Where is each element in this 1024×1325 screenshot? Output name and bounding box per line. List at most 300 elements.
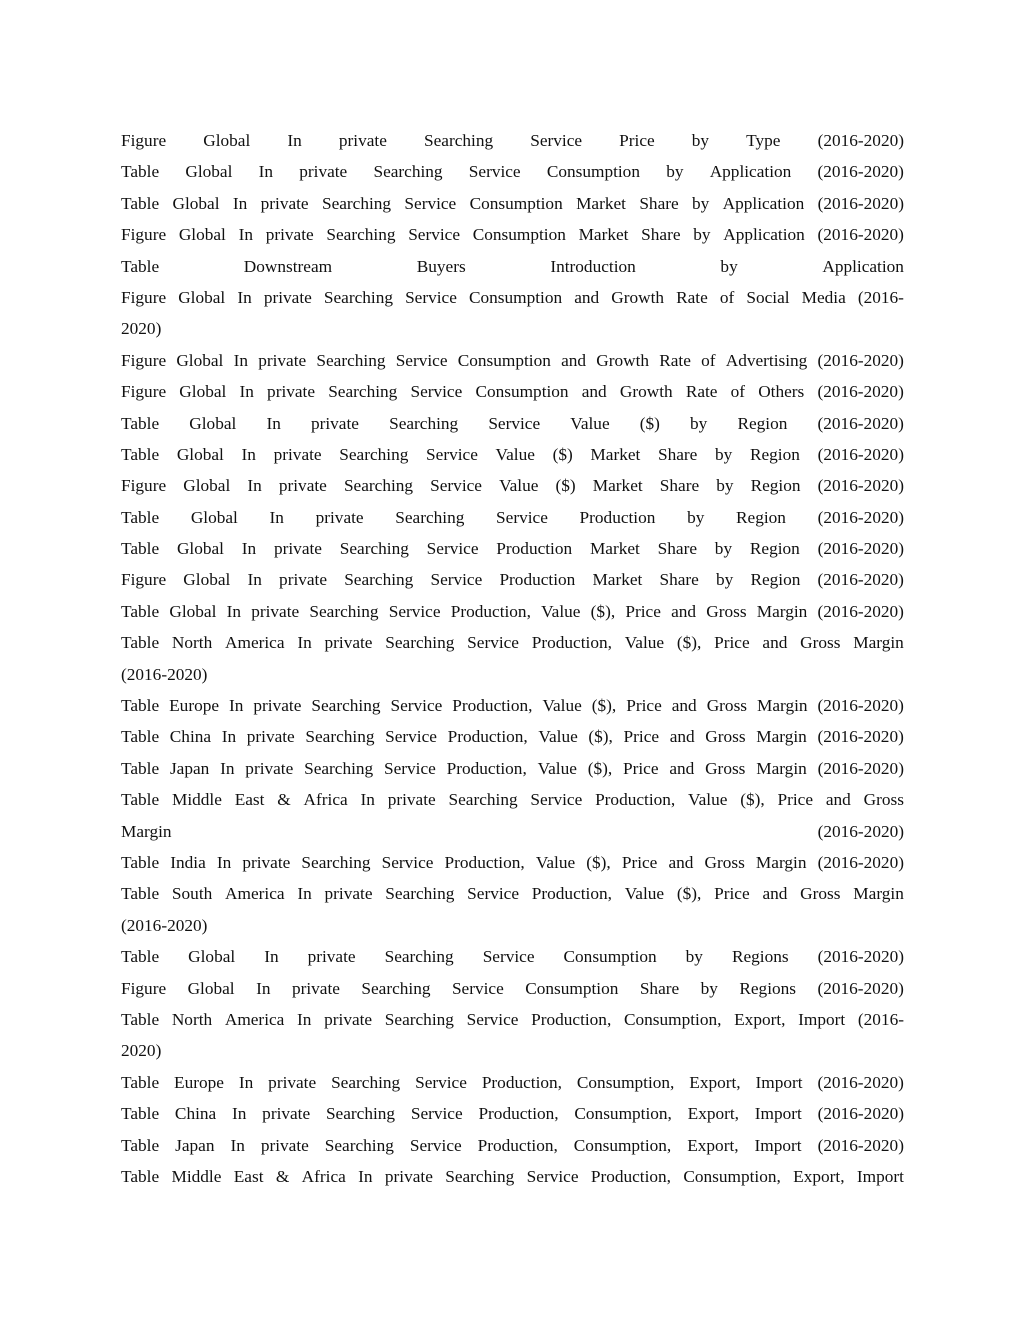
word: private <box>260 193 309 213</box>
word: Value <box>570 413 610 433</box>
word: Searching <box>344 570 414 590</box>
word: Japan <box>169 758 210 778</box>
word: (2016-2020) <box>817 758 904 778</box>
word: private <box>273 539 322 559</box>
word: In <box>358 1166 373 1186</box>
word: ($), <box>588 727 613 747</box>
word: and <box>671 696 697 716</box>
word: Advertising <box>725 350 808 370</box>
word: Table <box>121 852 160 872</box>
text-line: (2016-2020) <box>121 664 208 684</box>
word: (2016- <box>857 287 904 307</box>
word: Gross <box>800 884 841 904</box>
word: Africa <box>303 790 348 810</box>
word: by <box>716 476 734 496</box>
word: In <box>216 852 232 872</box>
text-line <box>121 1098 904 1129</box>
word: In <box>220 758 235 778</box>
word: Price <box>623 758 659 778</box>
word: Region <box>736 507 786 527</box>
word: Margin <box>121 821 172 841</box>
word: Service <box>410 1104 463 1124</box>
word: Gross <box>800 633 841 653</box>
word: Production, <box>595 790 676 810</box>
word: Gross <box>705 758 746 778</box>
word: Table <box>121 444 160 464</box>
word: Europe <box>174 1072 224 1092</box>
word: Production, <box>531 884 612 904</box>
word: (2016-2020) <box>817 193 904 213</box>
word: Share <box>641 225 681 245</box>
word: Searching <box>343 476 414 496</box>
word: Value <box>624 633 665 653</box>
word: America <box>225 633 285 653</box>
word: Middle <box>171 790 222 810</box>
word: Share <box>659 570 699 590</box>
word: Application <box>723 225 805 245</box>
document-page <box>121 125 904 1192</box>
word: Social <box>746 287 790 307</box>
word: Table <box>121 633 160 653</box>
word: Region <box>750 570 801 590</box>
word: Market <box>592 570 643 590</box>
word: by <box>720 256 738 276</box>
word: China <box>169 727 212 747</box>
word: (2016-2020) <box>817 131 904 150</box>
text-line: 2020) <box>121 319 162 339</box>
word: ($) <box>639 413 660 433</box>
word: ($) <box>552 444 573 464</box>
word: Searching <box>316 350 386 370</box>
word: Service <box>488 413 541 433</box>
word: Production, <box>444 852 525 872</box>
word: Global <box>183 570 231 590</box>
text-line <box>121 941 904 972</box>
word: and <box>671 601 697 621</box>
word: (2016-2020) <box>817 1135 904 1155</box>
word: Value <box>535 852 576 872</box>
word: Searching <box>321 193 392 213</box>
text-line <box>121 470 904 501</box>
word: private <box>299 162 348 182</box>
word: private <box>251 601 300 621</box>
word: Price <box>621 852 658 872</box>
word: ($), <box>590 601 616 621</box>
word: Table <box>121 947 160 967</box>
word: Margin <box>756 601 808 621</box>
word: Global <box>176 539 224 559</box>
word: (2016-2020) <box>817 162 904 182</box>
word: (2016-2020) <box>817 382 904 402</box>
word: Value <box>542 696 582 716</box>
word: Global <box>179 382 227 402</box>
word: Service <box>530 131 583 150</box>
word: and <box>669 727 695 747</box>
word: Consumption, <box>576 1072 675 1092</box>
word: Global <box>189 413 237 433</box>
text-line <box>121 816 904 847</box>
word: by <box>714 539 733 559</box>
word: Searching <box>305 727 375 747</box>
word: Margin <box>755 852 807 872</box>
text-line <box>121 219 904 250</box>
word: private <box>324 1009 373 1029</box>
word: ($), <box>676 884 702 904</box>
word: Media <box>801 287 846 307</box>
word: (2016-2020) <box>817 727 904 747</box>
word: Figure <box>121 476 167 496</box>
word: by <box>700 978 718 998</box>
word: Service <box>395 350 448 370</box>
word: Import <box>754 1104 802 1124</box>
word: In <box>269 507 284 527</box>
word: Region <box>750 476 801 496</box>
word: Margin <box>756 727 807 747</box>
word: Figure <box>121 382 167 402</box>
word: In <box>264 947 279 967</box>
word: Production, <box>531 633 612 653</box>
word: In <box>238 225 253 245</box>
text-line <box>121 345 904 376</box>
word: private <box>278 476 327 496</box>
word: Application <box>722 193 805 213</box>
word: Searching <box>309 601 379 621</box>
word: Value <box>624 884 665 904</box>
text-line <box>121 847 904 878</box>
word: private <box>384 1166 433 1186</box>
word: Share <box>659 476 700 496</box>
word: America <box>224 1009 285 1029</box>
word: Growth <box>611 287 665 307</box>
word: In <box>256 978 271 998</box>
word: private <box>263 287 312 307</box>
word: Figure <box>121 978 167 998</box>
word: and <box>669 758 695 778</box>
word: In <box>229 696 244 716</box>
word: Japan <box>175 1135 215 1155</box>
word: Europe <box>169 696 220 716</box>
word: Production, <box>446 758 527 778</box>
word: In <box>297 1009 312 1029</box>
word: In <box>230 1135 245 1155</box>
word: (2016-2020) <box>817 601 904 621</box>
word: Service <box>430 476 482 496</box>
word: Gross <box>706 696 748 716</box>
text-line <box>121 376 904 407</box>
word: Service <box>381 852 434 872</box>
word: Table <box>121 1009 160 1029</box>
word: Searching <box>326 225 396 245</box>
word: and <box>561 350 587 370</box>
word: Service <box>426 539 479 559</box>
word: Global <box>178 225 226 245</box>
word: Others <box>758 382 805 402</box>
word: Service <box>426 444 478 464</box>
word: Global <box>185 162 233 182</box>
word: Table <box>121 790 160 810</box>
text-line <box>121 251 904 282</box>
word: Searching <box>324 1135 394 1155</box>
word: North <box>171 1009 213 1029</box>
word: by <box>693 225 711 245</box>
word: (2016- <box>857 1009 904 1029</box>
word: ($), <box>740 790 765 810</box>
word: Figure <box>121 350 167 370</box>
word: Price <box>714 884 750 904</box>
word: private <box>253 696 302 716</box>
text-line <box>121 753 904 784</box>
word: private <box>260 1135 309 1155</box>
word: Figure <box>121 225 167 245</box>
word: Searching <box>311 696 381 716</box>
word: Production, <box>478 1104 559 1124</box>
word: private <box>258 350 307 370</box>
word: In <box>297 884 312 904</box>
word: Table <box>121 413 160 433</box>
word: Value <box>541 601 581 621</box>
text-line <box>121 439 904 470</box>
word: Service <box>467 884 519 904</box>
word: Searching <box>328 382 398 402</box>
word: of <box>701 350 716 370</box>
word: Global <box>188 947 236 967</box>
word: Searching <box>304 758 374 778</box>
word: Searching <box>373 162 443 182</box>
word: (2016-2020) <box>817 539 904 559</box>
word: Consumption, <box>573 1135 672 1155</box>
word: Africa <box>301 1166 346 1186</box>
word: In <box>241 444 256 464</box>
word: Price <box>714 633 750 653</box>
word: Figure <box>121 570 167 590</box>
word: Service <box>408 225 461 245</box>
word: Global <box>178 287 226 307</box>
word: In <box>231 1104 247 1124</box>
word: by <box>692 193 710 213</box>
word: In <box>287 131 302 150</box>
word: Searching <box>301 852 371 872</box>
word: Market <box>590 444 641 464</box>
word: Share <box>657 444 698 464</box>
word: private <box>262 1104 311 1124</box>
word: private <box>338 131 387 150</box>
word: private <box>267 382 316 402</box>
word: Export, <box>689 1072 741 1092</box>
word: (2016-2020) <box>817 947 904 967</box>
word: of <box>719 287 735 307</box>
word: ($), <box>591 696 617 716</box>
word: Application <box>822 256 904 276</box>
word: Table <box>121 696 160 716</box>
text-line <box>121 502 904 533</box>
word: Value <box>537 758 577 778</box>
word: Service <box>390 696 443 716</box>
word: Searching <box>448 790 518 810</box>
word: China <box>174 1104 217 1124</box>
word: Table <box>121 884 160 904</box>
word: Global <box>183 476 231 496</box>
word: Service <box>468 162 521 182</box>
word: In <box>258 162 274 182</box>
word: (2016-2020) <box>817 821 904 841</box>
word: East <box>234 790 265 810</box>
word: Value <box>495 444 535 464</box>
word: Production, <box>590 1166 672 1186</box>
word: Service <box>430 570 483 590</box>
word: Regions <box>731 947 789 967</box>
word: Searching <box>325 1104 396 1124</box>
word: Price <box>623 727 660 747</box>
word: America <box>225 884 285 904</box>
word: In <box>238 1072 254 1092</box>
word: Searching <box>395 507 465 527</box>
word: Growth <box>619 382 673 402</box>
word: Gross <box>704 852 745 872</box>
word: by <box>690 413 708 433</box>
text-line <box>121 721 904 752</box>
word: Production <box>499 570 576 590</box>
word: Service <box>388 601 441 621</box>
text-line: (2016-2020) <box>121 915 208 935</box>
word: Regions <box>739 978 797 998</box>
word: Figure <box>121 287 167 307</box>
word: Import <box>856 1166 904 1186</box>
word: Production, <box>447 727 528 747</box>
word: Global <box>169 601 217 621</box>
word: Value <box>499 476 539 496</box>
word: (2016-2020) <box>817 350 904 370</box>
text-line <box>121 564 904 595</box>
word: by <box>687 507 705 527</box>
word: Buyers <box>416 256 466 276</box>
text-line <box>121 1161 904 1192</box>
word: Searching <box>361 978 431 998</box>
word: Production, <box>450 601 531 621</box>
word: Consumption <box>469 193 563 213</box>
word: Middle <box>171 1166 222 1186</box>
text-line <box>121 596 904 627</box>
word: Searching <box>323 287 393 307</box>
word: Searching <box>445 1166 515 1186</box>
word: Searching <box>339 539 409 559</box>
word: In <box>360 790 375 810</box>
word: In <box>266 413 281 433</box>
word: Table <box>121 1135 160 1155</box>
word: Value <box>538 727 578 747</box>
word: Service <box>451 978 504 998</box>
word: Global <box>176 444 224 464</box>
word: (2016-2020) <box>817 507 904 527</box>
word: In <box>221 727 237 747</box>
word: Searching <box>385 884 455 904</box>
word: Table <box>121 601 160 621</box>
word: and <box>574 287 600 307</box>
word: India <box>170 852 206 872</box>
word: Introduction <box>550 256 636 276</box>
word: & <box>277 790 291 810</box>
word: East <box>233 1166 264 1186</box>
word: In <box>232 193 248 213</box>
word: Production, <box>531 1009 612 1029</box>
word: Service <box>410 382 463 402</box>
word: Service <box>383 758 436 778</box>
word: Searching <box>424 131 494 150</box>
word: Consumption, <box>683 1166 781 1186</box>
word: Export, <box>687 1104 739 1124</box>
word: Market <box>576 193 626 213</box>
word: Price <box>626 696 662 716</box>
word: and <box>581 382 607 402</box>
word: Table <box>121 727 160 747</box>
word: private <box>324 633 373 653</box>
word: Production, <box>481 1072 562 1092</box>
word: South <box>171 884 213 904</box>
word: (2016-2020) <box>817 1104 904 1124</box>
word: Consumption, <box>623 1009 722 1029</box>
text-line <box>121 784 904 815</box>
word: Global <box>203 131 251 150</box>
word: Rate <box>676 287 708 307</box>
word: Figure <box>121 131 167 150</box>
word: Growth <box>596 350 650 370</box>
word: Margin <box>756 758 807 778</box>
word: Table <box>121 758 160 778</box>
word: Value <box>688 790 728 810</box>
word: In <box>226 601 241 621</box>
word: Production <box>579 507 656 527</box>
text-line <box>121 973 904 1004</box>
word: private <box>291 978 340 998</box>
word: and <box>762 633 788 653</box>
text-line <box>121 1067 904 1098</box>
word: Table <box>121 1104 160 1124</box>
text-line <box>121 533 904 564</box>
word: by <box>685 947 703 967</box>
text-line <box>121 156 904 187</box>
word: Searching <box>339 444 409 464</box>
word: Table <box>121 193 160 213</box>
word: Searching <box>331 1072 401 1092</box>
word: In <box>297 633 312 653</box>
text-line <box>121 878 904 909</box>
word: Consumption <box>563 947 657 967</box>
word: Consumption, <box>574 1104 672 1124</box>
text-line <box>121 1004 904 1035</box>
word: In <box>233 350 248 370</box>
word: Table <box>121 1166 160 1186</box>
word: Searching <box>384 947 454 967</box>
word: private <box>273 444 322 464</box>
text-line: 2020) <box>121 1041 162 1061</box>
word: Service <box>409 1135 462 1155</box>
word: (2016-2020) <box>817 852 904 872</box>
word: Production, <box>477 1135 558 1155</box>
word: North <box>171 633 213 653</box>
word: In <box>237 287 252 307</box>
word: private <box>245 758 294 778</box>
word: (2016-2020) <box>817 570 904 590</box>
word: Share <box>639 193 679 213</box>
word: Import <box>798 1009 846 1029</box>
word: Searching <box>384 1009 454 1029</box>
word: Rate <box>659 350 691 370</box>
word: Consumption <box>546 162 640 182</box>
word: (2016-2020) <box>817 696 904 716</box>
word: Region <box>749 444 800 464</box>
word: In <box>247 570 262 590</box>
word: Consumption <box>525 978 619 998</box>
text-line <box>121 125 904 156</box>
